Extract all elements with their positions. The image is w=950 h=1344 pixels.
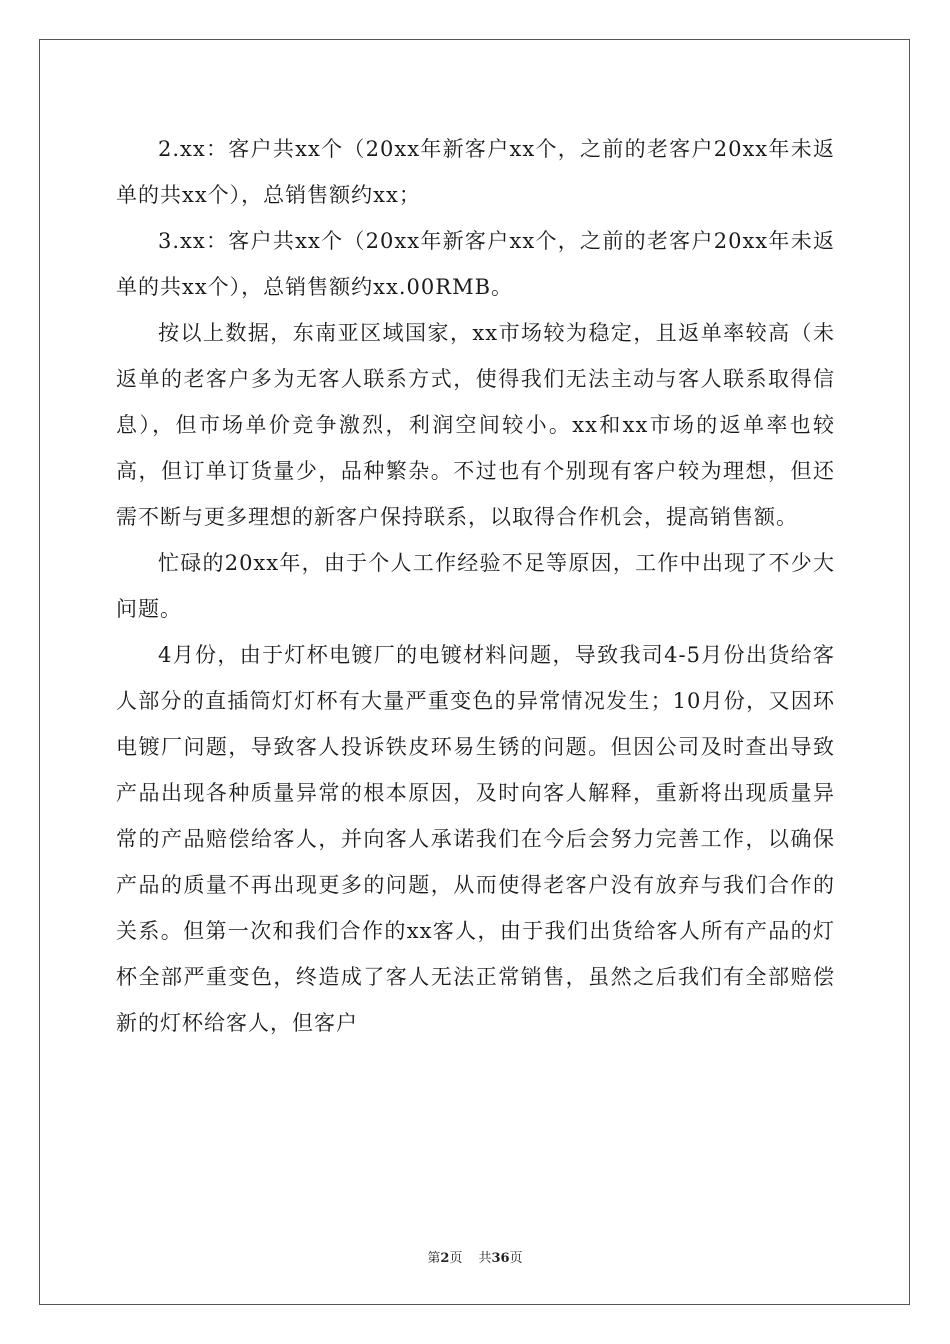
paragraph-problems-intro: 忙碌的20xx年，由于个人工作经验不足等原因，工作中出现了不少大问题。	[116, 551, 835, 621]
total-suffix: 页	[509, 1251, 523, 1266]
total-prefix: 共	[478, 1251, 492, 1266]
paragraph-market-analysis: 按以上数据，东南亚区域国家，xx市场较为稳定，且返单率较高（未返单的老客户多为无客人联系方式，使得我们无法主动与客人联系取得信息），但市场单价竞争激烈，利润空间较小。xx和xx市场的返单率也较高，但订单订货量少，品种繁杂。不过也有个别现有客户较为理想，但还需不断与更多理想的新客户保持联系，以取得合作机会，提高销售额。	[116, 321, 835, 529]
document-body	[116, 126, 835, 1046]
total-pages: 36	[491, 1251, 510, 1266]
page-footer	[0, 1247, 950, 1266]
paragraph-customer-summary-3: 3.xx：客户共xx个（20xx年新客户xx个，之前的老客户20xx年未返单的共xx个），总销售额约xx.00RMB。	[116, 229, 835, 299]
paragraph-customer-summary-2: 2.xx：客户共xx个（20xx年新客户xx个，之前的老客户20xx年未返单的共xx个），总销售额约xx；	[116, 137, 835, 207]
page-prefix: 第	[427, 1251, 441, 1266]
page-number: 2	[440, 1251, 450, 1266]
paragraph-quality-issues: 4月份，由于灯杯电镀厂的电镀材料问题，导致我司4-5月份出货给客人部分的直插筒灯灯杯有大量严重变色的异常情况发生；10月份，又因环电镀厂问题，导致客人投诉铁皮环易生锈的问题。但因公司及时查出导致产品出现各种质量异常的根本原因，及时向客人解释，重新将出现质量异常的产品赔偿给客人，并向客人承诺我们在今后会努力完善工作，以确保产品的质量不再出现更多的问题，从而使得老客户没有放弃与我们合作的关系。但第一次和我们合作的xx客人，由于我们出货给客人所有产品的灯杯全部严重变色，终造成了客人无法正常销售，虽然之后我们有全部赔偿新的灯杯给客人，但客户	[116, 643, 835, 1035]
page-suffix: 页	[449, 1251, 463, 1266]
